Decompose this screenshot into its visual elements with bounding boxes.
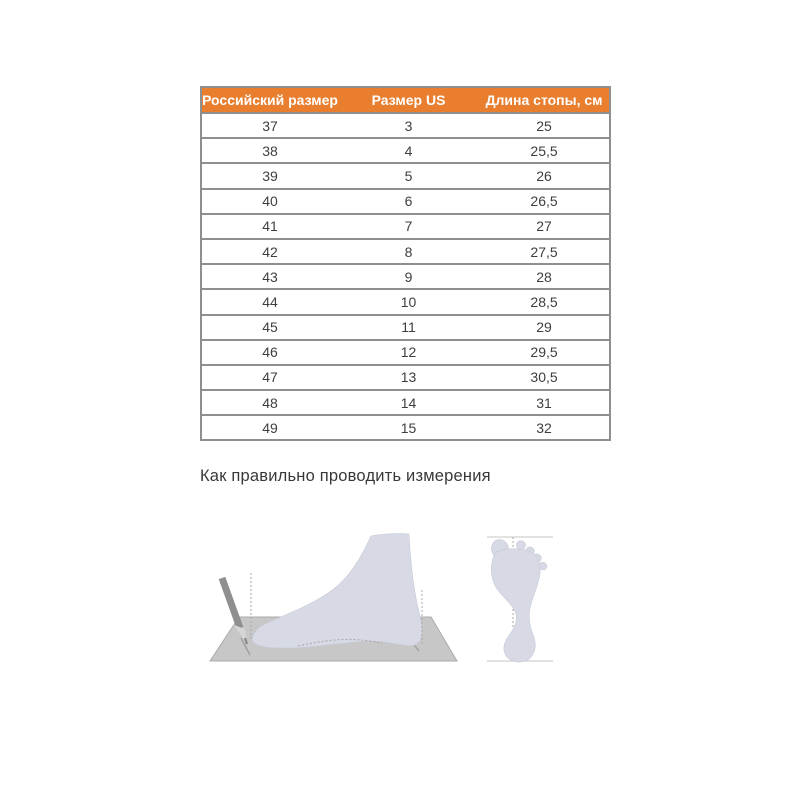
table-cell: 14 <box>338 390 479 415</box>
table-row <box>201 365 610 390</box>
table-cell: 25,5 <box>479 138 610 163</box>
measurement-heading: Как правильно проводить измерения <box>200 467 491 485</box>
table-cell: 29,5 <box>479 340 610 365</box>
column-header-foot-length: Длина стопы, см <box>479 87 610 113</box>
table-cell: 46 <box>201 340 338 365</box>
table-row <box>201 264 610 289</box>
table-row <box>201 415 610 440</box>
table-cell: 39 <box>201 163 338 188</box>
table-cell: 43 <box>201 264 338 289</box>
table-cell: 31 <box>479 390 610 415</box>
table-cell: 4 <box>338 138 479 163</box>
table-cell: 38 <box>201 138 338 163</box>
pencil <box>222 578 240 628</box>
table-cell: 28 <box>479 264 610 289</box>
table-row <box>201 189 610 214</box>
footprint-sole <box>491 549 540 662</box>
measurement-diagram <box>185 500 565 680</box>
table-cell: 10 <box>338 289 479 314</box>
table-cell: 13 <box>338 365 479 390</box>
table-cell: 30,5 <box>479 365 610 390</box>
table-cell: 44 <box>201 289 338 314</box>
table-cell: 49 <box>201 415 338 440</box>
table-cell: 41 <box>201 214 338 239</box>
table-cell: 26,5 <box>479 189 610 214</box>
table-row <box>201 390 610 415</box>
table-cell: 29 <box>479 315 610 340</box>
table-row <box>201 315 610 340</box>
table-cell: 12 <box>338 340 479 365</box>
table-row <box>201 138 610 163</box>
table-cell: 5 <box>338 163 479 188</box>
table-cell: 40 <box>201 189 338 214</box>
table-cell: 3 <box>338 113 479 138</box>
table-cell: 47 <box>201 365 338 390</box>
table-cell: 11 <box>338 315 479 340</box>
table-cell: 15 <box>338 415 479 440</box>
size-table-header <box>201 87 610 113</box>
measurement-illustration <box>185 500 565 680</box>
table-row <box>201 113 610 138</box>
column-header-russian-size: Российский размер <box>201 87 338 113</box>
table-cell: 48 <box>201 390 338 415</box>
table-cell: 32 <box>479 415 610 440</box>
table-cell: 25 <box>479 113 610 138</box>
size-table-rows <box>201 113 610 440</box>
table-cell: 9 <box>338 264 479 289</box>
table-cell: 8 <box>338 239 479 264</box>
table-cell: 27,5 <box>479 239 610 264</box>
table-cell: 45 <box>201 315 338 340</box>
header-row <box>201 87 610 113</box>
table-cell: 6 <box>338 189 479 214</box>
table-row <box>201 340 610 365</box>
table-cell: 42 <box>201 239 338 264</box>
table-row <box>201 239 610 264</box>
foot-side-silhouette <box>252 534 422 648</box>
table-cell: 7 <box>338 214 479 239</box>
table-cell: 37 <box>201 113 338 138</box>
table-cell: 26 <box>479 163 610 188</box>
table-row <box>201 214 610 239</box>
table-row <box>201 289 610 314</box>
table-cell: 28,5 <box>479 289 610 314</box>
size-table <box>200 86 611 441</box>
column-header-us-size: Размер US <box>338 87 479 113</box>
table-cell: 27 <box>479 214 610 239</box>
table-row <box>201 163 610 188</box>
